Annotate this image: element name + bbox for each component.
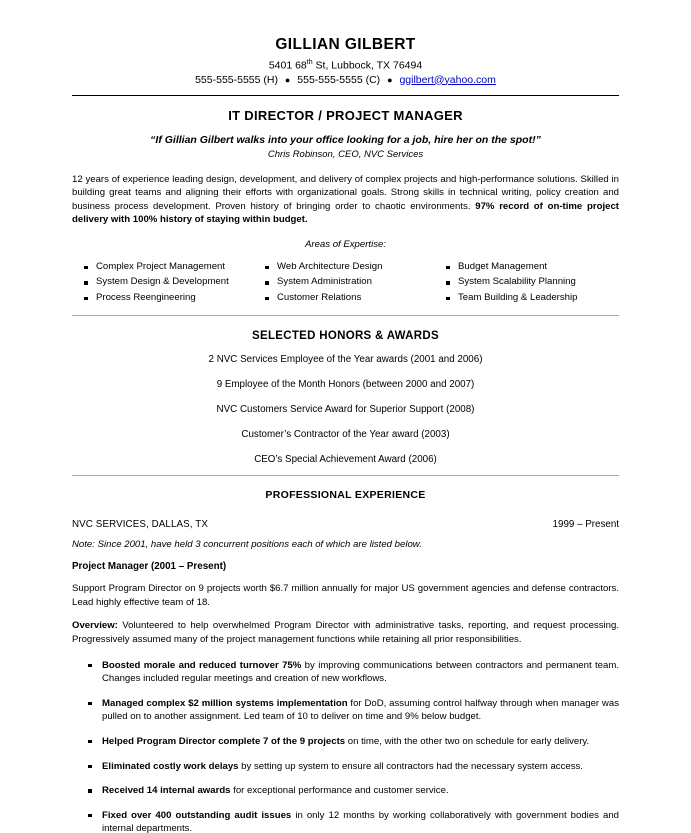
achievement-text: in only 12 months by working collaboratively with government bodies and internal departments. [102,809,620,833]
address-line [72,59,619,72]
list-item: Complex Project Management [84,260,257,274]
achievement-text: for exceptional performance and customer service. [230,785,449,797]
achievement-highlight: Eliminated costly work delays [102,760,239,772]
separator-dot-icon: ● [387,74,393,85]
achievement-text: for DoD, assuming control halfway through when manager was pulled on to another assignment. Led team of 10 to deliver on time and 9% below budget. [102,697,619,723]
list-item: CEO’s Special Achievement Award (2006) [254,454,437,466]
areas-of-expertise-label: Areas of Expertise: [304,238,387,250]
list-item: Process Reengineering [84,291,257,305]
honors-list [72,354,619,465]
page-title: GILLIAN GILBERT [275,36,416,53]
list-item: Customer Relations [265,291,438,305]
role-summary: Support Program Director on 9 projects worth $6.7 million annually for major US government agencies and defense contractors. Lead highly effective team of 18. [72,583,619,608]
list-item [86,735,619,749]
section-divider [72,475,619,476]
phone-home: 555-555-5555 (H) [195,73,278,86]
achievement-list [86,659,619,833]
list-item [86,697,619,724]
list-item: Customer’s Contractor of the Year award (2003) [241,429,450,441]
professional-summary [72,173,619,227]
email-link[interactable]: ggilbert@yahoo.com [399,73,496,86]
overview-label: Overview: [72,620,118,632]
areas-of-expertise-list [84,260,619,305]
employer-row [72,519,619,530]
section-divider [72,315,619,316]
list-item [86,784,619,798]
list-item: 9 Employee of the Month Honors (between 2000 and 2007) [216,379,475,391]
list-item: System Administration [265,275,438,289]
achievement-highlight: Boosted morale and reduced turnover 75% [102,659,302,671]
testimonial-quote: “If Gillian Gilbert walks into your office looking for a job, hire her on the spot!” [150,133,541,146]
achievement-highlight: Helped Program Director complete 7 of the 9 projects [102,735,346,747]
employer-note: Note: Since 2001, have held 3 concurrent positions each of which are listed below. [72,539,422,551]
contact-line [72,74,619,86]
address-prefix: 5401 68 [268,59,307,72]
achievement-text: on time, with the other two on schedule for early delivery. [345,735,590,747]
list-item: System Scalability Planning [446,275,619,289]
list-item: Budget Management [446,260,619,274]
achievement-highlight: Received 14 internal awards [102,785,231,797]
job-title: IT DIRECTOR / PROJECT MANAGER [228,107,463,123]
testimonial-attribution: Chris Robinson, CEO, NVC Services [267,148,424,160]
employer-name: NVC SERVICES, DALLAS, TX [72,519,208,531]
phone-cell: 555-555-5555 (C) [297,73,381,86]
achievement-text: by improving communications between contractors and permanent team. Changes included regular meetings and creation of new workflows. [102,659,620,685]
address-suffix: St, Lubbock, TX 76494 [312,59,423,72]
list-item: Team Building & Leadership [446,291,619,305]
list-item [86,659,619,686]
list-item [86,760,619,774]
separator-dot-icon: ● [284,74,291,85]
address-ordinal: th [306,59,313,66]
achievement-highlight: Managed complex $2 million systems implementation [102,697,348,709]
role-title: Project Manager (2001 – Present) [72,561,227,573]
summary-text: 12 years of experience leading design, development, and delivery of complex projects and high-performance solutions. Skilled in building great teams and aligning their efforts with organizational goals. Strong skills in technical writing, policy creation and business process development. Proven history of bringing order to chaotic environments. [72,173,619,212]
role-overview [72,619,619,646]
achievement-text: by setting up system to ensure all contractors had the necessary system access. [238,760,583,772]
employer-dates: 1999 – Present [552,519,619,531]
honors-section-heading: SELECTED HONORS & AWARDS [252,330,439,343]
list-item: System Design & Development [84,275,257,289]
list-item: Web Architecture Design [265,260,438,274]
list-item: NVC Customers Service Award for Superior Support (2008) [216,404,475,416]
list-item: 2 NVC Services Employee of the Year awards (2001 and 2006) [208,354,483,366]
header-divider [72,95,619,96]
achievement-highlight: Fixed over 400 outstanding audit issues [102,809,292,821]
list-item [86,809,619,833]
summary-highlight: 97% record of on-time project delivery with 100% history of staying within budget. [72,200,620,226]
experience-section-heading: PROFESSIONAL EXPERIENCE [265,489,426,502]
overview-text: Volunteered to help overwhelmed Program Director with administrative tasks, reporting, and request processing. Progressively assumed many of the project management functions while retaining all prior responsibilities. [72,620,619,645]
